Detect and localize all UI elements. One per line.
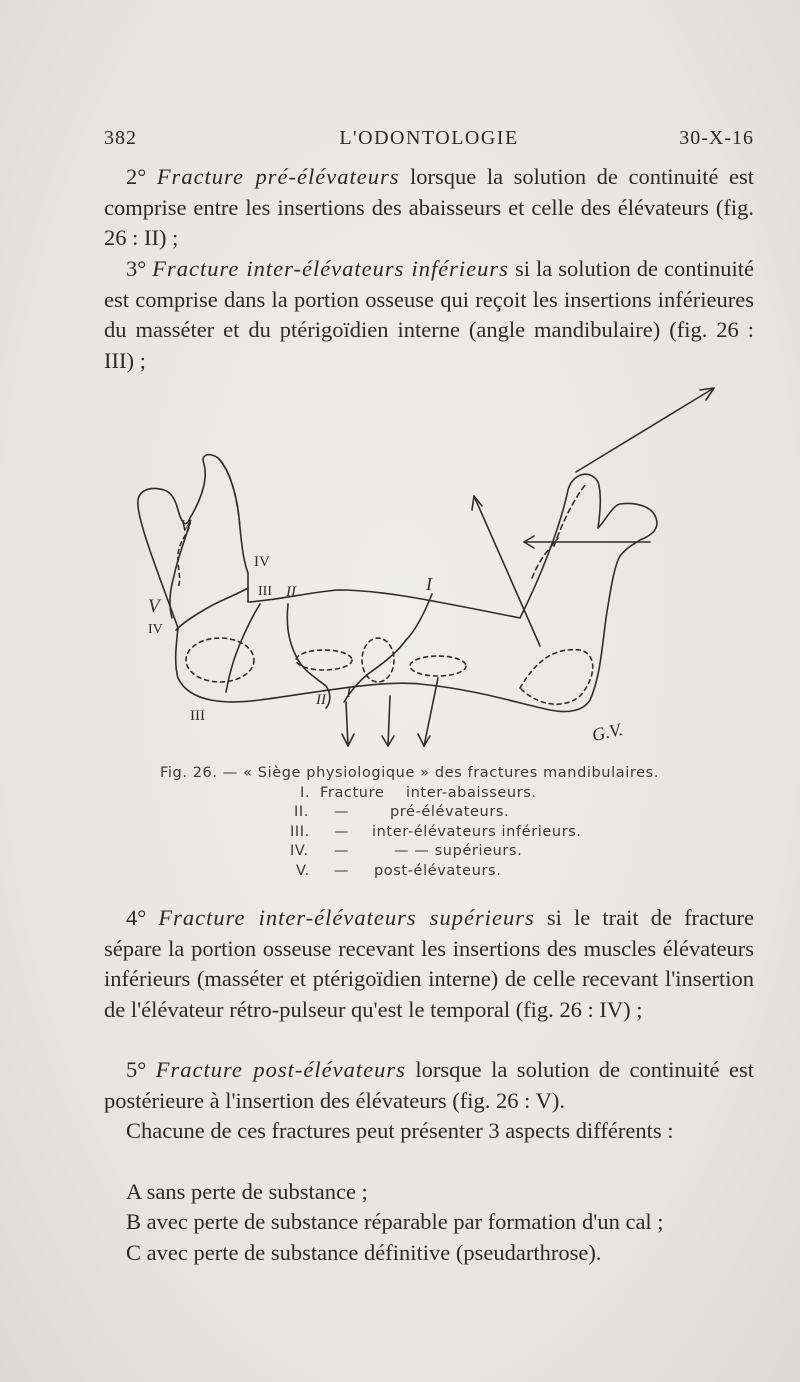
paragraph-2 bbox=[104, 162, 754, 254]
arrow-down-3 bbox=[424, 678, 438, 746]
caption-title: Fig. 26. — « Siège physiologique » des fractures mandibulaires. bbox=[160, 765, 659, 781]
fracture-line-III bbox=[226, 604, 260, 692]
fracture-title: Fracture pré-élévateurs bbox=[156, 164, 400, 189]
arrow-down-1 bbox=[346, 702, 348, 746]
figure-label-I-lower: I bbox=[346, 684, 352, 701]
list-item-b: B avec perte de substance réparable par formation d'un cal ; bbox=[126, 1209, 664, 1234]
figure-label-II-lower: II bbox=[316, 692, 326, 708]
artist-signature: G.V. bbox=[590, 719, 625, 745]
paragraph-number: 3° bbox=[126, 256, 147, 281]
arrow-up-left bbox=[474, 496, 540, 646]
journal-title: L'ODONTOLOGIE bbox=[339, 127, 519, 149]
fracture-line-IV bbox=[176, 588, 248, 630]
figure-label-I-upper: I bbox=[426, 574, 432, 594]
issue-date: 30-X-16 bbox=[679, 127, 754, 149]
paragraph-text: si la solution de continuité est comprise dans la portion osseuse qui reçoit les insertions inférieures du masséter et du ptérigoïdien interne (angle mandibulaire) (fig. 26 : III) ; bbox=[104, 256, 754, 373]
paragraph-number: 2° bbox=[126, 164, 147, 189]
figure-label-IV-side: IV bbox=[148, 622, 163, 637]
caption-item: III. — inter-élévateurs inférieurs. bbox=[290, 823, 582, 840]
caption-item: II. — pré-élévateurs. bbox=[294, 804, 510, 820]
figure-label-V-upper: V bbox=[180, 516, 191, 535]
paragraph-text: si le trait de fracture sépare la portion osseuse recevant les insertions des muscles élévateurs inférieurs (masséter et ptérigoïdien interne) de celle recevant l'insertion de l'élévateur rétro-pulseur qu'est le temporal (fig. 26 : IV) ; bbox=[104, 905, 755, 1022]
fracture-line-V bbox=[170, 522, 190, 618]
paragraph-text: lorsque la solution de continuité est comprise entre les insertions des abaisseurs et celle des élévateurs (fig. 26 : II) ; bbox=[104, 164, 755, 250]
caption-item: I. Fracture inter-abaisseurs. bbox=[300, 784, 537, 801]
paragraph-number: 5° bbox=[126, 1057, 147, 1082]
figure-label-III-upper: III bbox=[258, 584, 272, 599]
paragraph-number: 4° bbox=[126, 905, 147, 930]
paragraph-text: lorsque la solution de continuité est postérieure à l'insertion des élévateurs (fig. 26 : V). bbox=[104, 1057, 755, 1113]
paragraph-3 bbox=[104, 254, 754, 376]
figure-label-V-side: V bbox=[148, 596, 160, 617]
list-item-c: C avec perte de substance définitive (pseudarthrose). bbox=[126, 1240, 602, 1265]
arrow-up-right bbox=[576, 388, 714, 472]
arrow-down-2 bbox=[388, 696, 390, 746]
figure-caption bbox=[160, 764, 740, 881]
paragraph-5 bbox=[104, 1055, 754, 1116]
mandible-fracture-figure bbox=[120, 378, 740, 778]
fracture-title: Fracture inter-élévateurs supérieurs bbox=[158, 905, 535, 930]
figure-label-II-upper: II bbox=[286, 584, 296, 600]
caption-item: IV. — — — supérieurs. bbox=[290, 843, 523, 859]
figure-label-III-lower: III bbox=[190, 708, 205, 724]
figure-label-IV-upper: IV bbox=[254, 554, 270, 570]
fracture-title: Fracture inter-élévateurs inférieurs bbox=[152, 256, 509, 281]
page-number: 382 bbox=[104, 127, 137, 149]
coronoid-process bbox=[220, 460, 240, 528]
paragraph-6 bbox=[104, 1116, 754, 1147]
fracture-title: Fracture post-élévateurs bbox=[155, 1057, 406, 1082]
caption-item: V. — post-élévateurs. bbox=[296, 862, 502, 879]
list-item-a: A sans perte de substance ; bbox=[126, 1179, 368, 1204]
paragraph-4 bbox=[104, 903, 754, 1025]
paragraph-text: Chacune de ces fractures peut présenter 3 aspects différents : bbox=[126, 1118, 674, 1143]
